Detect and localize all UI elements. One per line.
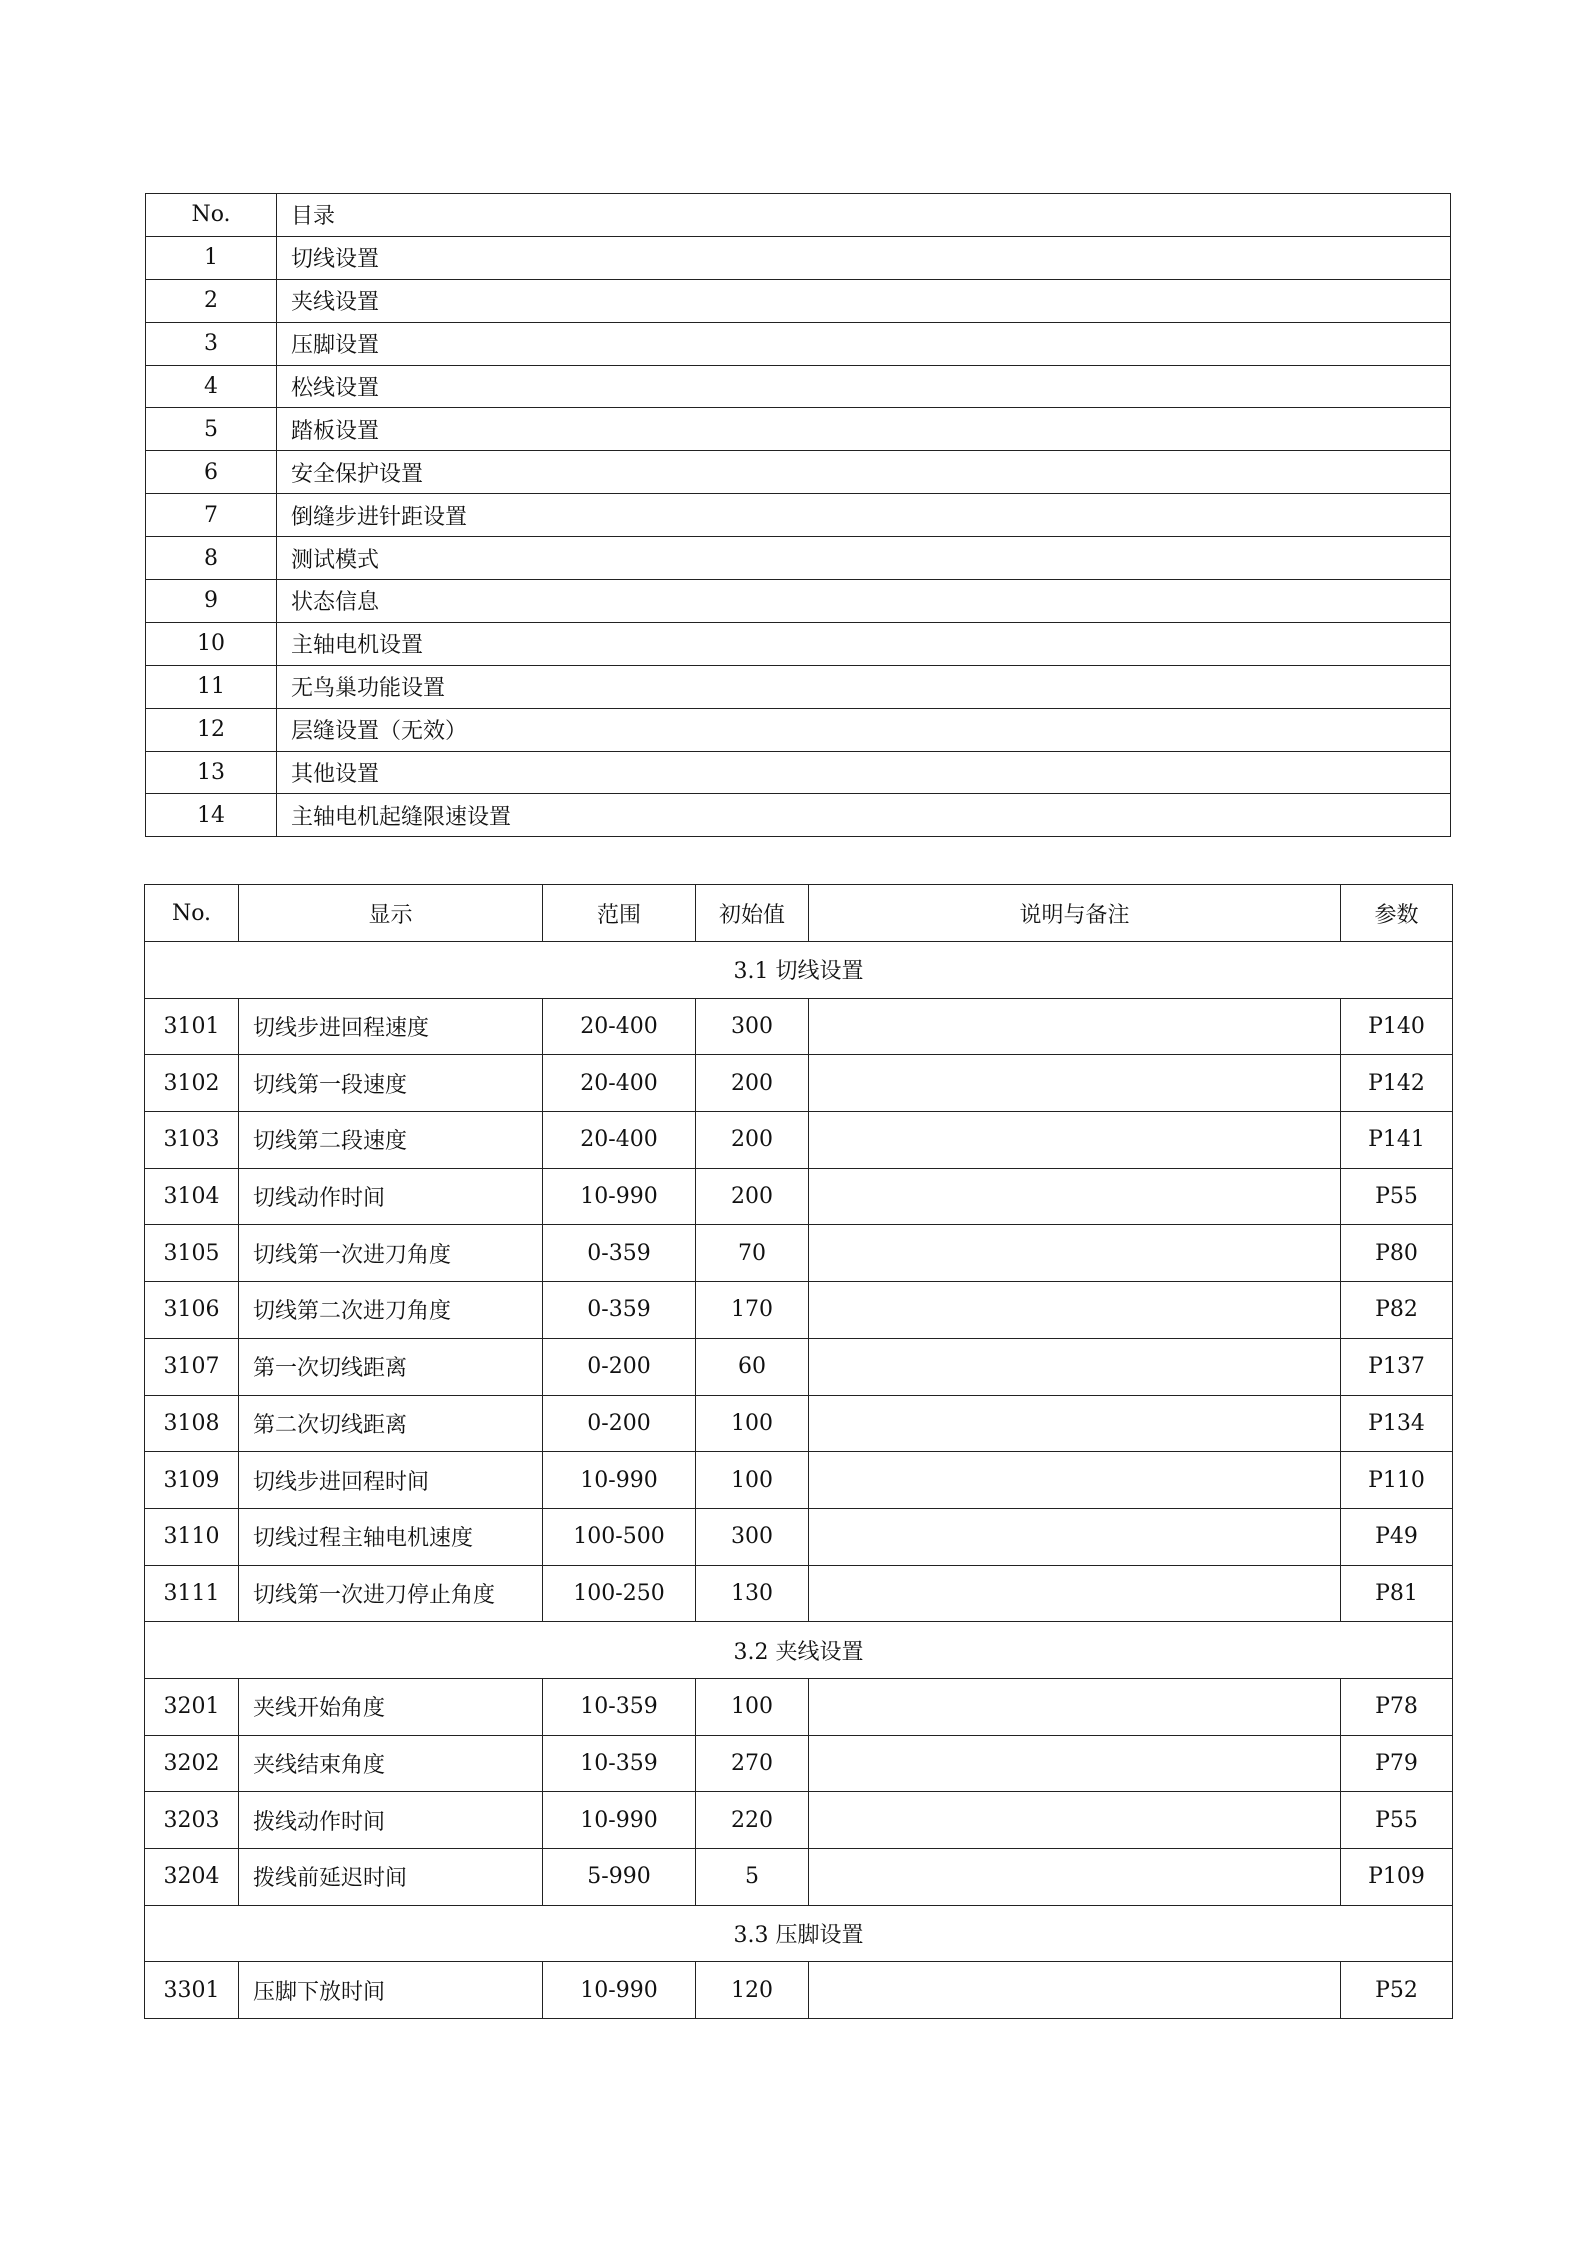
param-notes <box>809 998 1341 1055</box>
param-number: 3105 <box>145 1225 239 1282</box>
param-row <box>145 1962 1453 2019</box>
param-display: 压脚下放时间 <box>239 1962 543 2019</box>
param-initial-value: 200 <box>696 1055 809 1112</box>
toc-row <box>146 665 1451 708</box>
param-display: 夹线开始角度 <box>239 1678 543 1735</box>
param-initial-value: 220 <box>696 1792 809 1849</box>
param-notes <box>809 1112 1341 1169</box>
toc-row-number: 3 <box>146 322 277 365</box>
toc-row-number: 1 <box>146 236 277 279</box>
param-number: 3111 <box>145 1565 239 1622</box>
param-notes <box>809 1225 1341 1282</box>
toc-row-label: 主轴电机起缝限速设置 <box>277 794 1451 837</box>
param-range: 10-359 <box>543 1735 696 1792</box>
toc-row <box>146 794 1451 837</box>
toc-row-label: 夹线设置 <box>277 279 1451 322</box>
param-range: 0-200 <box>543 1395 696 1452</box>
header-range: 范围 <box>543 885 696 942</box>
param-range: 20-400 <box>543 1055 696 1112</box>
param-number: 3108 <box>145 1395 239 1452</box>
section-title: 3.3 压脚设置 <box>145 1905 1453 1962</box>
toc-row-number: 5 <box>146 408 277 451</box>
toc-body <box>146 194 1451 837</box>
param-range: 5-990 <box>543 1849 696 1906</box>
header-display: 显示 <box>239 885 543 942</box>
toc-header-row <box>146 194 1451 237</box>
param-display: 拨线前延迟时间 <box>239 1849 543 1906</box>
toc-row <box>146 537 1451 580</box>
param-range: 10-990 <box>543 1168 696 1225</box>
param-notes <box>809 1452 1341 1509</box>
toc-row-number: 10 <box>146 622 277 665</box>
param-number: 3101 <box>145 998 239 1055</box>
toc-row-number: 7 <box>146 494 277 537</box>
param-number: 3107 <box>145 1338 239 1395</box>
param-number: 3203 <box>145 1792 239 1849</box>
section-row <box>145 942 1453 999</box>
param-display: 第二次切线距离 <box>239 1395 543 1452</box>
param-number: 3201 <box>145 1678 239 1735</box>
param-range: 100-500 <box>543 1508 696 1565</box>
param-initial-value: 120 <box>696 1962 809 2019</box>
toc-row <box>146 580 1451 623</box>
params-header-row <box>145 885 1453 942</box>
toc-row <box>146 451 1451 494</box>
toc-row <box>146 622 1451 665</box>
param-number: 3301 <box>145 1962 239 2019</box>
param-initial-value: 100 <box>696 1452 809 1509</box>
toc-row-label: 切线设置 <box>277 236 1451 279</box>
param-initial-value: 5 <box>696 1849 809 1906</box>
param-initial-value: 60 <box>696 1338 809 1395</box>
param-code: P109 <box>1341 1849 1453 1906</box>
params-table <box>144 884 1453 2019</box>
param-notes <box>809 1282 1341 1339</box>
param-initial-value: 200 <box>696 1112 809 1169</box>
param-row <box>145 1168 1453 1225</box>
param-range: 20-400 <box>543 998 696 1055</box>
toc-row-number: 13 <box>146 751 277 794</box>
param-code: P110 <box>1341 1452 1453 1509</box>
toc-row-label: 主轴电机设置 <box>277 622 1451 665</box>
section-title: 3.1 切线设置 <box>145 942 1453 999</box>
toc-row <box>146 322 1451 365</box>
param-row <box>145 1508 1453 1565</box>
header-initial: 初始值 <box>696 885 809 942</box>
param-display: 拨线动作时间 <box>239 1792 543 1849</box>
toc-row-number: 6 <box>146 451 277 494</box>
param-initial-value: 130 <box>696 1565 809 1622</box>
toc-row-label: 松线设置 <box>277 365 1451 408</box>
param-notes <box>809 1792 1341 1849</box>
param-code: P49 <box>1341 1508 1453 1565</box>
param-range: 10-990 <box>543 1452 696 1509</box>
param-notes <box>809 1735 1341 1792</box>
param-code: P140 <box>1341 998 1453 1055</box>
toc-row-number: 9 <box>146 580 277 623</box>
header-param: 参数 <box>1341 885 1453 942</box>
toc-row-number: 14 <box>146 794 277 837</box>
toc-row-label: 倒缝步进针距设置 <box>277 494 1451 537</box>
param-row <box>145 1452 1453 1509</box>
param-code: P79 <box>1341 1735 1453 1792</box>
section-row <box>145 1905 1453 1962</box>
toc-row-label: 无鸟巢功能设置 <box>277 665 1451 708</box>
param-display: 切线动作时间 <box>239 1168 543 1225</box>
param-range: 10-990 <box>543 1962 696 2019</box>
param-initial-value: 100 <box>696 1395 809 1452</box>
toc-row-number: 12 <box>146 708 277 751</box>
section-title: 3.2 夹线设置 <box>145 1622 1453 1679</box>
param-display: 第一次切线距离 <box>239 1338 543 1395</box>
toc-row-label: 层缝设置（无效） <box>277 708 1451 751</box>
param-display: 切线第二段速度 <box>239 1112 543 1169</box>
toc-header-no: No. <box>146 194 277 237</box>
param-display: 夹线结束角度 <box>239 1735 543 1792</box>
param-row <box>145 1225 1453 1282</box>
toc-row <box>146 279 1451 322</box>
param-initial-value: 300 <box>696 998 809 1055</box>
param-initial-value: 300 <box>696 1508 809 1565</box>
toc-row <box>146 236 1451 279</box>
param-notes <box>809 1395 1341 1452</box>
param-code: P55 <box>1341 1792 1453 1849</box>
param-code: P137 <box>1341 1338 1453 1395</box>
param-number: 3110 <box>145 1508 239 1565</box>
param-display: 切线步进回程时间 <box>239 1452 543 1509</box>
toc-row-label: 安全保护设置 <box>277 451 1451 494</box>
toc-row-label: 压脚设置 <box>277 322 1451 365</box>
param-range: 0-200 <box>543 1338 696 1395</box>
toc-row-label: 其他设置 <box>277 751 1451 794</box>
param-number: 3103 <box>145 1112 239 1169</box>
param-display: 切线第一次进刀停止角度 <box>239 1565 543 1622</box>
param-initial-value: 100 <box>696 1678 809 1735</box>
param-notes <box>809 1168 1341 1225</box>
param-number: 3202 <box>145 1735 239 1792</box>
param-initial-value: 70 <box>696 1225 809 1282</box>
toc-row-label: 测试模式 <box>277 537 1451 580</box>
param-number: 3104 <box>145 1168 239 1225</box>
param-range: 10-990 <box>543 1792 696 1849</box>
param-display: 切线第一段速度 <box>239 1055 543 1112</box>
toc-row <box>146 494 1451 537</box>
param-initial-value: 270 <box>696 1735 809 1792</box>
param-row <box>145 1849 1453 1906</box>
param-number: 3102 <box>145 1055 239 1112</box>
toc-row <box>146 708 1451 751</box>
toc-row <box>146 365 1451 408</box>
param-code: P55 <box>1341 1168 1453 1225</box>
params-body <box>145 942 1453 2019</box>
toc-table <box>145 193 1451 837</box>
param-row <box>145 1792 1453 1849</box>
param-code: P142 <box>1341 1055 1453 1112</box>
param-row <box>145 1678 1453 1735</box>
param-notes <box>809 1338 1341 1395</box>
toc-row <box>146 751 1451 794</box>
toc-row <box>146 408 1451 451</box>
param-display: 切线过程主轴电机速度 <box>239 1508 543 1565</box>
param-notes <box>809 1565 1341 1622</box>
param-row <box>145 1282 1453 1339</box>
param-number: 3204 <box>145 1849 239 1906</box>
param-range: 100-250 <box>543 1565 696 1622</box>
header-no: No. <box>145 885 239 942</box>
param-range: 0-359 <box>543 1225 696 1282</box>
param-notes <box>809 1849 1341 1906</box>
param-row <box>145 1338 1453 1395</box>
header-notes: 说明与备注 <box>809 885 1341 942</box>
param-row <box>145 1055 1453 1112</box>
param-code: P80 <box>1341 1225 1453 1282</box>
param-notes <box>809 1055 1341 1112</box>
param-initial-value: 170 <box>696 1282 809 1339</box>
param-number: 3106 <box>145 1282 239 1339</box>
toc-row-label: 状态信息 <box>277 580 1451 623</box>
param-range: 10-359 <box>543 1678 696 1735</box>
param-display: 切线第二次进刀角度 <box>239 1282 543 1339</box>
param-number: 3109 <box>145 1452 239 1509</box>
param-code: P81 <box>1341 1565 1453 1622</box>
param-row <box>145 998 1453 1055</box>
param-row <box>145 1565 1453 1622</box>
param-display: 切线步进回程速度 <box>239 998 543 1055</box>
param-code: P141 <box>1341 1112 1453 1169</box>
toc-row-label: 踏板设置 <box>277 408 1451 451</box>
param-notes <box>809 1678 1341 1735</box>
param-notes <box>809 1508 1341 1565</box>
param-code: P82 <box>1341 1282 1453 1339</box>
param-initial-value: 200 <box>696 1168 809 1225</box>
toc-row-number: 11 <box>146 665 277 708</box>
param-row <box>145 1395 1453 1452</box>
param-row <box>145 1112 1453 1169</box>
param-code: P52 <box>1341 1962 1453 2019</box>
param-row <box>145 1735 1453 1792</box>
toc-row-number: 8 <box>146 537 277 580</box>
param-code: P78 <box>1341 1678 1453 1735</box>
toc-row-number: 4 <box>146 365 277 408</box>
param-display: 切线第一次进刀角度 <box>239 1225 543 1282</box>
param-notes <box>809 1962 1341 2019</box>
section-row <box>145 1622 1453 1679</box>
toc-header-title: 目录 <box>277 194 1451 237</box>
param-code: P134 <box>1341 1395 1453 1452</box>
param-range: 0-359 <box>543 1282 696 1339</box>
param-range: 20-400 <box>543 1112 696 1169</box>
toc-row-number: 2 <box>146 279 277 322</box>
